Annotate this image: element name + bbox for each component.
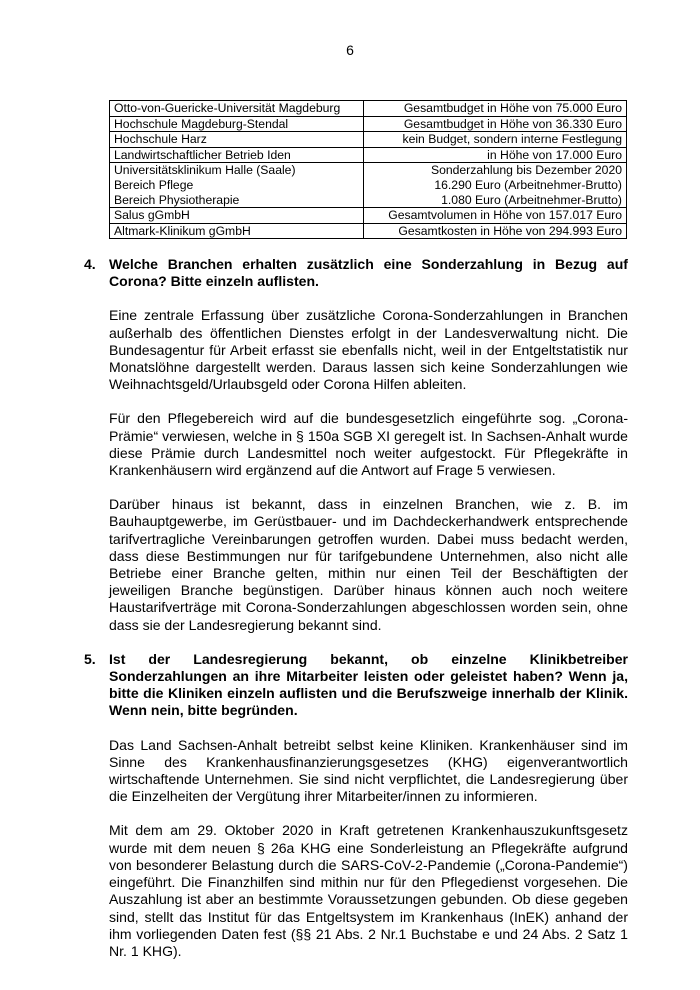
question-number: 4. xyxy=(84,256,96,272)
answer-paragraph: Eine zentrale Erfassung über zusätzliche Corona-Sonderzahlungen in Branchen außerhalb des öffentlichen Dienstes erfolgt in der Landesverwaltung nicht. Die Bundesagentur für Arbeit erfasst sie ebenfalls nicht, weil in der Entgeltstatistik nur Monatslöhne dargestellt werden. Daraus lassen sich keine Sonderzahlungen wie Weihnachtsgeld/Urlaubsgeld oder Corona Hilfen ableiten. xyxy=(109,307,628,393)
cell-line: Hochschule Harz xyxy=(114,132,207,147)
table-row xyxy=(110,147,627,163)
table-cell-institution xyxy=(110,147,364,163)
table-cell-amount xyxy=(364,208,627,224)
cell-line: Gesamtvolumen in Höhe von 157.017 Euro xyxy=(388,208,622,223)
cell-line: Altmark-Klinikum gGmbH xyxy=(114,223,251,238)
page-number: 6 xyxy=(346,42,354,58)
question-5 xyxy=(84,651,628,720)
table-cell-amount xyxy=(364,101,627,117)
table-cell-institution xyxy=(110,163,364,208)
document-body xyxy=(84,256,628,977)
cell-line: 16.290 Euro (Arbeitnehmer-Brutto) xyxy=(434,177,622,192)
cell-line: Otto-von-Guericke-Universität Magdeburg xyxy=(114,101,341,115)
cell-line: Gesamtbudget in Höhe von 36.330 Euro xyxy=(403,116,622,131)
cell-line: 1.080 Euro (Arbeitnehmer-Brutto) xyxy=(441,192,622,207)
cell-line: Salus gGmbH xyxy=(114,208,190,223)
answer-paragraph: Darüber hinaus ist bekannt, dass in einzelnen Branchen, wie z. B. im Bauhauptgewerbe, im Gerüstbauer- und im Dachdeckerhandwerk entsprechende tarifvertragliche Vereinbarungen getroffen wurden. Dabei muss bedacht werden, dass diese Bestimmungen nur für tarifgebundene Unternehmen, also nicht alle Betriebe einer Branche gelten, mithin nur einen Teil der Beschäftigten der jeweiligen Branche begünstigen. Darüber hinaus können auch noch weitere Haustarifverträge mit Corona-Sonderzahlungen abgeschlossen worden sein, ohne dass sie der Landesregierung bekannt sind. xyxy=(109,496,628,633)
table-row xyxy=(110,223,627,239)
budget-table xyxy=(109,100,627,239)
answer-paragraph: Mit dem am 29. Oktober 2020 in Kraft getretenen Krankenhauszukunftsgesetz wurde mit dem neuen § 26a KHG eine Sonderleistung an Pflegekräfte aufgrund von besonderer Belastung durch die SARS-CoV-2-Pandemie („Corona-Pandemie“) eingeführt. Die Finanzhilfen sind mithin nur für den Pflegedienst vorgesehen. Die Auszahlung ist aber an bestimmte Voraussetzungen gebunden. Ob diese gegeben sind, stellt das Institut für das Entgeltsystem im Krankenhaus (InEK) anhand der ihm vorliegenden Daten fest (§§ 21 Abs. 2 Nr.1 Buchstabe e und 24 Abs. 2 Satz 1 Nr. 1 KHG). xyxy=(109,822,628,959)
cell-line: Sonderzahlung bis Dezember 2020 xyxy=(430,163,622,178)
table-cell-institution xyxy=(110,223,364,239)
table-cell-amount xyxy=(364,147,627,163)
answer-paragraph: Das Land Sachsen-Anhalt betreibt selbst keine Kliniken. Krankenhäuser sind im Sinne des Krankenhausfinanzierungsgesetzes (KHG) eigenverantwortlich wirtschaftende Unternehmen. Sie sind nicht verpflichtet, die Landesregierung über die Einzelheiten der Vergütung ihrer Mitarbeiter/innen zu informieren. xyxy=(109,736,628,805)
question-text: Welche Branchen erhalten zusätzlich eine Sonderzahlung in Bezug auf Corona? Bitte einzeln auflisten. xyxy=(109,256,628,290)
cell-line: Bereich Pflege xyxy=(114,177,194,192)
table-cell-amount xyxy=(364,116,627,132)
cell-line: kein Budget, sondern interne Festlegung xyxy=(402,132,622,147)
cell-line: Landwirtschaftlicher Betrieb Iden xyxy=(114,147,291,162)
question-text: Ist der Landesregierung bekannt, ob einzelne Klinikbetreiber Sonderzahlungen an ihre Mitarbeiter leisten oder geleistet haben? Wenn ja, bitte die Kliniken einzeln auflisten und die Berufszweige innerhalb der Klinik. Wenn nein, bitte begründen. xyxy=(109,650,628,719)
question-4 xyxy=(84,256,628,290)
cell-line: Bereich Physiotherapie xyxy=(114,192,240,207)
cell-line: Gesamtkosten in Höhe von 294.993 Euro xyxy=(398,223,622,238)
table-row xyxy=(110,101,627,117)
table-cell-institution xyxy=(110,132,364,148)
table-cell-institution xyxy=(110,101,364,117)
table-cell-amount xyxy=(364,223,627,239)
table-row xyxy=(110,116,627,132)
table-cell-amount xyxy=(364,132,627,148)
table-row xyxy=(110,163,627,208)
cell-line: Universitätsklinikum Halle (Saale) xyxy=(114,163,296,178)
table-row xyxy=(110,208,627,224)
table-cell-institution xyxy=(110,116,364,132)
table-cell-amount xyxy=(364,163,627,208)
cell-line: Hochschule Magdeburg-Stendal xyxy=(114,116,289,131)
answer-paragraph: Für den Pflegebereich wird auf die bundesgesetzlich eingeführte sog. „Corona-Prämie“ verwiesen, welche in § 150a SGB XI geregelt ist. In Sachsen-Anhalt wurde diese Prämie durch Landesmittel noch weiter aufgestockt. Für Pflegekräfte in Krankenhäusern wird ergänzend auf die Antwort auf Frage 5 verwiesen. xyxy=(109,410,628,479)
table-cell-institution xyxy=(110,208,364,224)
question-number: 5. xyxy=(84,650,96,667)
cell-line: in Höhe von 17.000 Euro xyxy=(487,147,622,162)
cell-line: Gesamtbudget in Höhe von 75.000 Euro xyxy=(403,101,622,115)
table-row xyxy=(110,132,627,148)
